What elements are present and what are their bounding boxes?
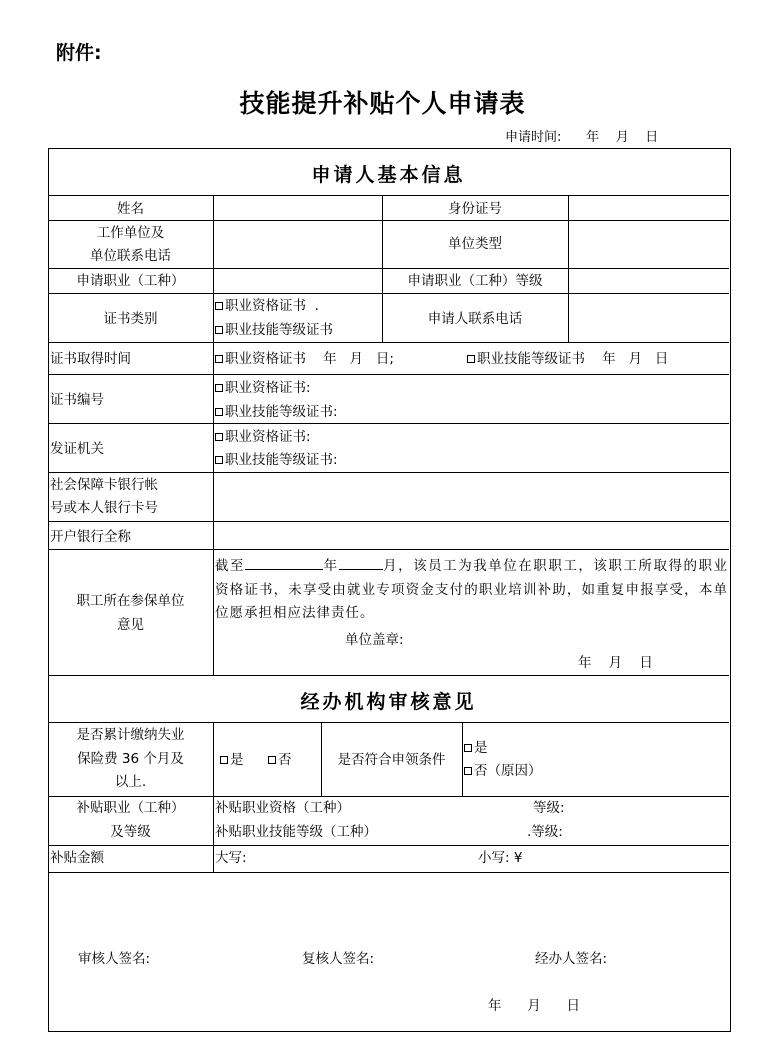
month-blank[interactable] [339,556,383,570]
label-insurance-1: 是否累计缴纳失业 [76,727,185,743]
checkbox-icon [215,456,223,464]
reviewer-signature: 审核人签名: [78,951,151,967]
cert-type-option-qualification[interactable]: 职业资格证书 . [215,298,319,314]
label-insurance-3: 以上. [114,774,147,790]
label-name: 姓名 [117,201,144,217]
label-cert-date: 证书取得时间 [50,351,131,367]
rechecker-signature: 复核人签名: [302,951,375,967]
review-date: 年 月 日 [488,998,580,1014]
label-subsidy-occupation: 补贴职业（工种） [76,800,185,816]
label-bank-account: 社会保障卡银行帐 [50,477,158,493]
label-work-unit-phone: 单位联系电话 [90,248,171,264]
issuer-skill[interactable]: 职业技能等级证书: [215,452,338,468]
label-unit-opinion-2: 意见 [117,617,144,633]
checkbox-icon [464,744,472,752]
label-subsidy-occupation-2: 及等级 [110,824,151,840]
label-id-number: 身份证号 [448,201,502,217]
section-basic-info-title: 申请人基本信息 [311,164,466,186]
label-subsidy-amount: 补贴金额 [50,850,104,866]
unit-opinion-text: 截至 年 月，该员工为我单位在职职工，该职工所取得的职业资格证书，未享受由就业专项资金支付的职业培训补助，如重复申报享受，本单位愿承担相应法律责任。 [215,558,729,621]
amount-lowercase: 小写: ¥ [478,850,523,866]
checkbox-icon [268,756,276,764]
eligible-yes-option[interactable]: 是 [464,740,488,756]
year-blank[interactable] [245,556,323,570]
checkbox-icon [215,302,223,310]
checkbox-icon [215,355,223,363]
cert-number-skill[interactable]: 职业技能等级证书: [215,404,338,420]
label-issuer: 发证机关 [50,441,104,457]
subsidy-level-1: 等级: [533,800,565,816]
label-work-unit: 工作单位及 [96,225,165,241]
label-bank-name: 开户银行全称 [50,529,131,545]
checkbox-icon [215,433,223,441]
cert-date-qualification[interactable]: 职业资格证书 年 月 日; [215,351,394,367]
eligible-no-option[interactable]: 否（原因） [464,763,542,779]
section-review-title: 经办机构审核意见 [300,691,477,713]
form-title: 技能提升补贴个人申请表 [239,89,526,118]
label-applicant-phone: 申请人联系电话 [427,311,523,327]
label-applied-occupation: 申请职业（工种） [76,273,185,289]
unit-opinion-date: 年 月 日 [578,655,653,671]
insurance-no-option[interactable]: 否 [268,752,292,768]
subsidy-qualification: 补贴职业资格（工种） [215,800,350,816]
label-eligible: 是否符合申领条件 [337,752,446,768]
label-applied-occupation-level: 申请职业（工种）等级 [407,273,543,289]
amount-uppercase: 大写: [215,850,247,866]
cert-number-qualification[interactable]: 职业资格证书: [215,380,311,396]
insurance-yes-option[interactable]: 是 [220,752,244,768]
label-cert-number: 证书编号 [50,392,104,408]
subsidy-level-2: .等级: [527,824,563,840]
cert-type-option-skill[interactable]: 职业技能等级证书 [215,322,333,338]
label-cert-type: 证书类别 [103,311,158,327]
checkbox-icon [215,408,223,416]
label-unit-type: 单位类型 [448,236,502,252]
label-unit-opinion: 职工所在参保单位 [76,593,185,609]
checkbox-icon [220,756,228,764]
attachment-label: 附件: [56,42,102,64]
handler-signature: 经办人签名: [535,951,608,967]
application-time: 申请时间: 年 月 日 [505,130,659,145]
checkbox-icon [215,384,223,392]
checkbox-icon [464,767,472,775]
cert-date-skill[interactable]: 职业技能等级证书 年 月 日 [467,351,668,367]
label-bank-account-2: 号或本人银行卡号 [50,500,158,516]
checkbox-icon [215,326,223,334]
issuer-qualification[interactable]: 职业资格证书: [215,429,311,445]
label-insurance-2: 保险费 36 个月及 [77,751,184,767]
unit-seal-label: 单位盖章: [345,632,404,648]
checkbox-icon [467,355,475,363]
subsidy-skill-level: 补贴职业技能等级（工种） [215,824,377,840]
